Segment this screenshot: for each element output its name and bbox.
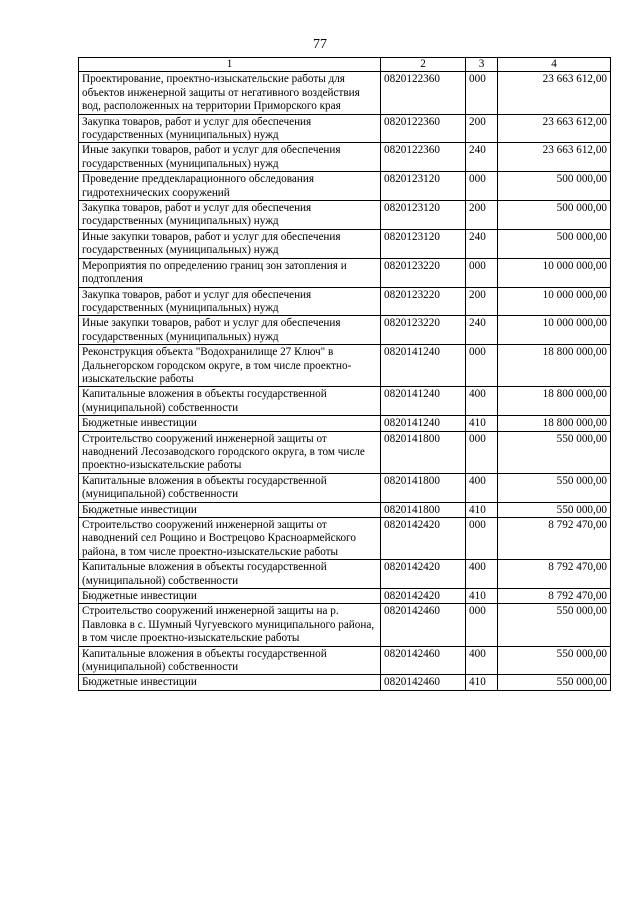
row-code-cell: 0820123120 <box>381 172 466 201</box>
table-header-row <box>79 58 611 72</box>
row-name-cell: Иные закупки товаров, работ и услуг для обеспечения государственных (муниципальных) нужд <box>79 316 381 345</box>
row-amount-cell: 8 792 470,00 <box>498 589 611 604</box>
row-code-cell: 0820141800 <box>381 473 466 502</box>
budget-table <box>78 57 611 691</box>
row-amount-cell: 10 000 000,00 <box>498 258 611 287</box>
row-amount-cell: 500 000,00 <box>498 229 611 258</box>
row-type-cell: 200 <box>466 287 498 316</box>
row-code-cell: 0820123220 <box>381 316 466 345</box>
row-name-cell: Строительство сооружений инженерной защиты от наводнений Лесозаводского городского округа, в том числе проектно-изыскательские работы <box>79 431 381 473</box>
row-code-cell: 0820141800 <box>381 431 466 473</box>
row-code-cell: 0820142460 <box>381 675 466 690</box>
row-amount-cell: 10 000 000,00 <box>498 287 611 316</box>
row-type-cell: 200 <box>466 201 498 230</box>
table-body <box>79 72 611 690</box>
table-row <box>79 72 611 114</box>
row-name-cell: Иные закупки товаров, работ и услуг для обеспечения государственных (муниципальных) нужд <box>79 143 381 172</box>
row-type-cell: 400 <box>466 387 498 416</box>
row-code-cell: 0820123220 <box>381 258 466 287</box>
row-code-cell: 0820141800 <box>381 502 466 517</box>
row-code-cell: 0820142420 <box>381 560 466 589</box>
table-row <box>79 646 611 675</box>
page-number: 77 <box>313 37 327 52</box>
row-name-cell: Бюджетные инвестиции <box>79 589 381 604</box>
table-row <box>79 258 611 287</box>
column-header-code: 2 <box>381 58 466 72</box>
row-amount-cell: 23 663 612,00 <box>498 114 611 143</box>
row-code-cell: 0820123220 <box>381 287 466 316</box>
row-code-cell: 0820122360 <box>381 72 466 114</box>
table-row <box>79 316 611 345</box>
row-type-cell: 200 <box>466 114 498 143</box>
row-amount-cell: 18 800 000,00 <box>498 387 611 416</box>
row-type-cell: 000 <box>466 345 498 387</box>
row-code-cell: 0820122360 <box>381 114 466 143</box>
row-amount-cell: 8 792 470,00 <box>498 560 611 589</box>
row-code-cell: 0820142420 <box>381 589 466 604</box>
table-row <box>79 229 611 258</box>
row-name-cell: Капитальные вложения в объекты государственной (муниципальной) собственности <box>79 387 381 416</box>
row-name-cell: Проектирование, проектно-изыскательские работы для объектов инженерной защиты от негативного воздействия вод, расположенных на территории Приморского края <box>79 72 381 114</box>
row-code-cell: 0820142460 <box>381 646 466 675</box>
row-name-cell: Бюджетные инвестиции <box>79 675 381 690</box>
row-name-cell: Бюджетные инвестиции <box>79 502 381 517</box>
row-code-cell: 0820142460 <box>381 604 466 646</box>
table-row <box>79 114 611 143</box>
row-amount-cell: 500 000,00 <box>498 172 611 201</box>
table-row <box>79 287 611 316</box>
row-type-cell: 400 <box>466 560 498 589</box>
row-name-cell: Закупка товаров, работ и услуг для обеспечения государственных (муниципальных) нужд <box>79 287 381 316</box>
row-type-cell: 240 <box>466 143 498 172</box>
table-row <box>79 560 611 589</box>
row-name-cell: Строительство сооружений инженерной защиты от наводнений сел Рощино и Вострецово Красноармейского района, в том числе проектно-изыскательские работы <box>79 518 381 560</box>
row-name-cell: Закупка товаров, работ и услуг для обеспечения государственных (муниципальных) нужд <box>79 114 381 143</box>
row-name-cell: Закупка товаров, работ и услуг для обеспечения государственных (муниципальных) нужд <box>79 201 381 230</box>
row-amount-cell: 550 000,00 <box>498 604 611 646</box>
row-type-cell: 000 <box>466 72 498 114</box>
table-row <box>79 589 611 604</box>
row-amount-cell: 23 663 612,00 <box>498 143 611 172</box>
row-amount-cell: 18 800 000,00 <box>498 416 611 431</box>
row-type-cell: 410 <box>466 675 498 690</box>
row-name-cell: Реконструкция объекта "Водохранилище 27 Ключ" в Дальнегорском городском округе, в том числе проектно-изыскательские работы <box>79 345 381 387</box>
table-row <box>79 416 611 431</box>
row-amount-cell: 550 000,00 <box>498 431 611 473</box>
row-name-cell: Капитальные вложения в объекты государственной (муниципальной) собственности <box>79 560 381 589</box>
table-row <box>79 473 611 502</box>
column-header-name: 1 <box>79 58 381 72</box>
row-code-cell: 0820141240 <box>381 416 466 431</box>
table-row <box>79 604 611 646</box>
row-amount-cell: 550 000,00 <box>498 675 611 690</box>
row-type-cell: 400 <box>466 473 498 502</box>
table-row <box>79 345 611 387</box>
row-code-cell: 0820122360 <box>381 143 466 172</box>
row-type-cell: 000 <box>466 431 498 473</box>
row-amount-cell: 550 000,00 <box>498 502 611 517</box>
row-code-cell: 0820141240 <box>381 387 466 416</box>
row-type-cell: 000 <box>466 604 498 646</box>
table-row <box>79 502 611 517</box>
row-code-cell: 0820141240 <box>381 345 466 387</box>
table-row <box>79 675 611 690</box>
column-header-type: 3 <box>466 58 498 72</box>
row-amount-cell: 10 000 000,00 <box>498 316 611 345</box>
row-type-cell: 240 <box>466 316 498 345</box>
row-code-cell: 0820142420 <box>381 518 466 560</box>
table-row <box>79 387 611 416</box>
row-amount-cell: 500 000,00 <box>498 201 611 230</box>
row-amount-cell: 550 000,00 <box>498 473 611 502</box>
table-row <box>79 172 611 201</box>
table-row <box>79 518 611 560</box>
row-name-cell: Проведение преддекларационного обследования гидротехнических сооружений <box>79 172 381 201</box>
row-name-cell: Бюджетные инвестиции <box>79 416 381 431</box>
row-name-cell: Капитальные вложения в объекты государственной (муниципальной) собственности <box>79 646 381 675</box>
row-type-cell: 000 <box>466 518 498 560</box>
row-code-cell: 0820123120 <box>381 229 466 258</box>
row-name-cell: Строительство сооружений инженерной защиты на р. Павловка в с. Шумный Чугуевского муниципального района, в том числе проектно-изыскательские работы <box>79 604 381 646</box>
row-type-cell: 410 <box>466 589 498 604</box>
table-row <box>79 431 611 473</box>
row-type-cell: 410 <box>466 502 498 517</box>
row-name-cell: Иные закупки товаров, работ и услуг для обеспечения государственных (муниципальных) нужд <box>79 229 381 258</box>
row-amount-cell: 8 792 470,00 <box>498 518 611 560</box>
table-row <box>79 201 611 230</box>
row-type-cell: 410 <box>466 416 498 431</box>
row-amount-cell: 550 000,00 <box>498 646 611 675</box>
row-amount-cell: 18 800 000,00 <box>498 345 611 387</box>
row-name-cell: Капитальные вложения в объекты государственной (муниципальной) собственности <box>79 473 381 502</box>
row-code-cell: 0820123120 <box>381 201 466 230</box>
row-type-cell: 000 <box>466 172 498 201</box>
row-type-cell: 240 <box>466 229 498 258</box>
row-type-cell: 400 <box>466 646 498 675</box>
column-header-amount: 4 <box>498 58 611 72</box>
table-row <box>79 143 611 172</box>
row-name-cell: Мероприятия по определению границ зон затопления и подтопления <box>79 258 381 287</box>
row-type-cell: 000 <box>466 258 498 287</box>
row-amount-cell: 23 663 612,00 <box>498 72 611 114</box>
